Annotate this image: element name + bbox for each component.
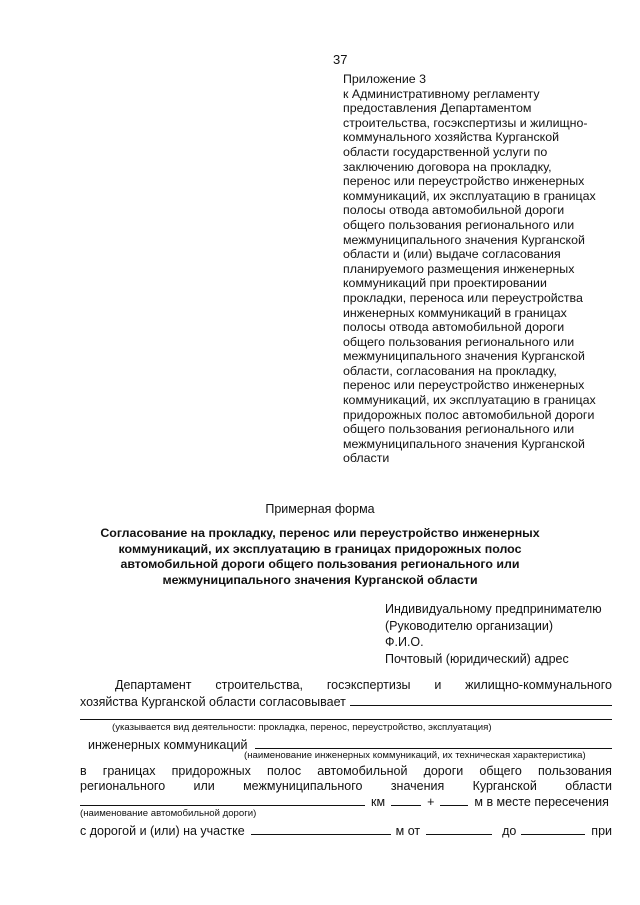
appendix-line-10: полосы отвода автомобильной дороги <box>343 203 565 218</box>
addressee-block <box>385 601 635 667</box>
title-line-4: межмуниципального значения Курганской области <box>162 572 478 587</box>
appendix-line-14: планируемого размещения инженерных <box>343 261 575 276</box>
appendix-line-27: области <box>343 451 390 466</box>
addressee-line-1: Индивидуальному предпринимателю <box>385 602 602 616</box>
appendix-line-16: прокладки, переноса или переустройства <box>343 290 583 305</box>
appendix-line-22: перенос или переустройство инженерных <box>343 378 585 393</box>
body-word-2: строительства, <box>215 678 304 692</box>
addressee-line-3: Ф.И.О. <box>385 635 424 649</box>
meters-from-label: м от <box>395 824 421 838</box>
section-blank[interactable] <box>251 823 391 835</box>
km-label: км <box>371 795 386 809</box>
body-word-8: пользования <box>538 764 612 778</box>
page-number: 37 <box>333 52 348 67</box>
meters-value-blank[interactable] <box>440 794 468 806</box>
caption-communications: (наименование инженерных коммуникаций, их техническая характеристика) <box>244 750 586 761</box>
appendix-reference <box>343 72 618 466</box>
body-text-communications: инженерных коммуникаций <box>88 738 248 752</box>
appendix-line-24: придорожных полос автомобильной дороги <box>343 407 595 422</box>
activity-blank[interactable] <box>80 719 612 720</box>
intersection-label: м в месте пересечения <box>474 795 609 809</box>
agreement-blank[interactable] <box>350 694 612 706</box>
body-word-3: межмуниципального <box>243 779 363 793</box>
body-line-5 <box>80 764 612 779</box>
body-word-3: госэкспертизы <box>326 678 411 692</box>
body-word-6: дороги <box>423 764 464 778</box>
appendix-line-12: межмуниципального значения Курганской <box>343 232 585 247</box>
km-value-blank[interactable] <box>391 794 421 806</box>
appendix-line-8: перенос или переустройство инженерных <box>343 174 585 189</box>
body-word-2: или <box>193 779 215 793</box>
body-word-1: в <box>80 764 87 778</box>
to-label: до <box>502 824 517 838</box>
body-line-8 <box>80 823 612 839</box>
appendix-line-19: общего пользования регионального или <box>343 334 575 349</box>
document-title <box>70 526 570 588</box>
appendix-line-5: коммунального хозяйства Курганской <box>343 130 560 145</box>
appendix-line-26: межмуниципального значения Курганской <box>343 436 585 451</box>
road-name-blank[interactable] <box>80 794 365 806</box>
body-line-2 <box>80 694 612 710</box>
appendix-line-23: коммуникаций, их эксплуатацию в границах <box>343 393 596 408</box>
body-word-4: полос <box>267 764 302 778</box>
appendix-line-4: строительства, госэкспертизы и жилищно- <box>343 115 588 130</box>
appendix-line-9: коммуникаций, их эксплуатацию в границах <box>343 188 596 203</box>
communications-blank[interactable] <box>255 737 612 749</box>
caption-activity: (указывается вид деятельности: прокладка, перенос, переустройство, эксплуатация) <box>112 722 492 733</box>
body-word-5: автомобильной <box>317 764 408 778</box>
body-word-3: придорожных <box>171 764 251 778</box>
body-word-7: общего <box>479 764 522 778</box>
body-word-4: и <box>434 678 442 692</box>
appendix-line-13: области и (или) выдаче согласования <box>343 247 561 262</box>
from-blank[interactable] <box>426 823 492 835</box>
appendix-line-20: межмуниципального значения Курганской <box>343 349 585 364</box>
to-blank[interactable] <box>521 823 585 835</box>
appendix-line-3: предоставления Департаментом <box>343 101 532 116</box>
appendix-line-11: общего пользования регионального или <box>343 217 575 232</box>
appendix-line-15: коммуникаций при проектировании <box>343 276 547 291</box>
addressee-line-2: (Руководителю организации) <box>385 618 554 633</box>
body-word-1: Департамент <box>115 678 192 692</box>
appendix-line-2: к Административному регламенту <box>343 86 540 101</box>
appendix-line-21: области, согласования на прокладку, <box>343 363 557 378</box>
body-line-1 <box>115 678 612 693</box>
appendix-line-1: Приложение 3 <box>343 72 427 86</box>
caption-road: (наименование автомобильной дороги) <box>80 808 257 819</box>
body-word-5: жилищно-коммунального <box>465 678 612 692</box>
title-line-2: коммуникаций, их эксплуатацию в границах придорожных полос <box>118 541 522 556</box>
body-word-6: области <box>565 779 612 793</box>
sample-form-label: Примерная форма <box>265 502 375 516</box>
body-word-5: Курганской <box>472 779 537 793</box>
appendix-line-6: области государственной услуги по <box>343 144 548 159</box>
section-label: с дорогой и (или) на участке <box>80 824 245 838</box>
body-text-agrees: хозяйства Курганской области согласовывает <box>80 695 346 709</box>
body-word-4: значения <box>390 779 445 793</box>
plus-label: + <box>427 795 435 809</box>
body-word-2: границах <box>102 764 156 778</box>
title-line-1: Согласование на прокладку, перенос или переустройство инженерных <box>100 526 540 540</box>
at-label: при <box>591 824 612 838</box>
addressee-line-4: Почтовый (юридический) адрес <box>385 651 569 666</box>
title-line-3: автомобильной дороги общего пользования регионального или <box>120 557 520 572</box>
body-line-6 <box>80 779 612 794</box>
body-word-1: регионального <box>80 779 166 793</box>
appendix-line-25: общего пользования регионального или <box>343 422 575 437</box>
appendix-line-17: инженерных коммуникаций в границах <box>343 305 567 320</box>
appendix-line-18: полосы отвода автомобильной дороги <box>343 320 565 335</box>
appendix-line-7: заключению договора на прокладку, <box>343 159 552 174</box>
